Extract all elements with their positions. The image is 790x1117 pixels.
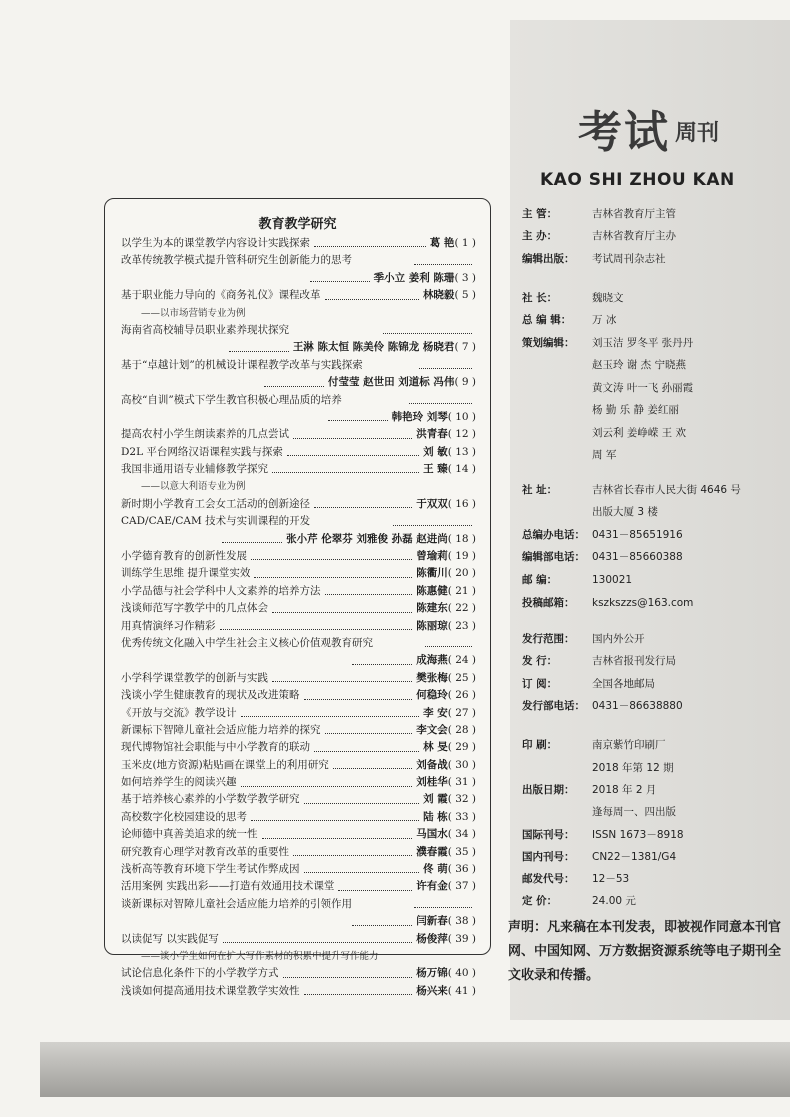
dot-leader	[325, 733, 413, 734]
toc-entry-author: 陈惠健	[416, 584, 448, 597]
toc-entry-page: ( 5 )	[454, 289, 476, 302]
dot-leader	[293, 855, 412, 856]
toc-entry-author: 成海燕	[416, 654, 448, 667]
toc-entry	[121, 583, 476, 600]
toc-entry-page: ( 22 )	[447, 602, 476, 615]
info-label: 主 管：	[522, 208, 558, 220]
dot-leader	[262, 838, 413, 839]
toc-entry-title: 高校“自训”模式下学生教官积极心理品质的培养	[121, 393, 342, 406]
info-row	[522, 482, 741, 497]
toc-entry-page: ( 28 )	[447, 723, 476, 736]
dot-leader	[310, 281, 370, 282]
toc-entry-page: ( 13 )	[447, 445, 476, 458]
toc-entry	[121, 548, 476, 565]
toc-entry-author: 李文会	[416, 723, 448, 736]
table-of-contents	[104, 198, 491, 997]
info-label: 邮 编：	[522, 574, 558, 586]
toc-entry-page: ( 31 )	[447, 776, 476, 789]
toc-entry-title: 用真情演绎习作精彩	[121, 619, 216, 632]
toc-entry	[121, 478, 476, 495]
toc-entry	[121, 339, 476, 356]
toc-entry	[121, 774, 476, 791]
toc-entry-title: 玉米皮(地方资源)粘贴画在课堂上的利用研究	[121, 758, 329, 771]
toc-entry-page: ( 1 )	[454, 236, 476, 249]
dot-leader	[352, 664, 412, 665]
toc-entry	[121, 444, 476, 461]
info-label: 发行范围：	[522, 633, 575, 645]
dot-leader	[328, 420, 388, 421]
toc-entry	[121, 652, 476, 669]
info-label: 发行部电话：	[522, 700, 585, 712]
dot-leader	[220, 629, 413, 630]
toc-entry	[121, 374, 476, 391]
info-row	[522, 631, 645, 646]
toc-entry-title: 论师德中真善美追求的统一性	[121, 828, 258, 841]
toc-entry	[121, 983, 476, 1000]
info-row	[522, 595, 693, 610]
toc-entry	[121, 739, 476, 756]
info-row	[522, 676, 655, 691]
info-value: 12－53	[592, 873, 630, 885]
info-value: 魏晓文	[592, 292, 624, 304]
toc-entry-page: ( 36 )	[447, 863, 476, 876]
dot-leader	[409, 403, 472, 404]
toc-entry-author: 樊张梅	[416, 671, 448, 684]
dot-leader	[414, 907, 472, 908]
toc-entry-title: D2L 平台网络汉语课程实践与探索	[121, 445, 283, 458]
dot-leader	[304, 699, 413, 700]
toc-entry	[121, 461, 476, 478]
info-value: 全国各地邮局	[592, 678, 655, 690]
info-value: 2018 年 2 月	[592, 784, 657, 796]
dot-leader	[272, 612, 412, 613]
toc-entry-title: 提高农村小学生朗读素养的几点尝试	[121, 428, 289, 441]
toc-entry-title: 浅谈如何提高通用技术课堂教学实效性	[121, 984, 300, 997]
toc-entry-title: 浅析高等教育环境下学生考试作弊成因	[121, 863, 300, 876]
toc-entry-author: 陈建东	[416, 602, 448, 615]
dot-leader	[325, 594, 413, 595]
toc-entry-author: 杨俊萍	[416, 932, 448, 945]
info-value: 0431－85651916	[592, 529, 683, 541]
dot-leader	[304, 994, 413, 995]
info-label: 订 阅：	[522, 678, 558, 690]
toc-entry-title: 谈新课标对智障儿童社会适应能力培养的引领作用	[121, 897, 352, 910]
info-row	[522, 425, 686, 440]
toc-entry-author: 刘桂华	[416, 776, 448, 789]
info-value: 考试周刊杂志社	[592, 253, 666, 265]
toc-entry-title: 基于“卓越计划”的机械设计课程教学改革与实践探索	[121, 358, 363, 371]
info-row	[522, 290, 624, 305]
toc-entry-author: 李 安	[423, 706, 448, 719]
toc-entry-author: 马国水	[416, 828, 448, 841]
toc-entry-title: 活用案例 实践出彩——打造有效通用技术课堂	[121, 880, 335, 893]
dot-leader	[241, 786, 413, 787]
toc-entry-page: ( 20 )	[447, 567, 476, 580]
dot-leader	[414, 264, 472, 265]
toc-entry-title: 以学生为本的课堂教学内容设计实践探索	[121, 236, 310, 249]
info-row	[522, 527, 683, 542]
info-row	[522, 760, 674, 775]
toc-entry-page: ( 18 )	[447, 532, 476, 545]
toc-entry	[121, 426, 476, 443]
info-value: 2018 年第 12 期	[592, 762, 674, 774]
toc-entry-author: 许有金	[416, 880, 448, 893]
info-label: 定 价：	[522, 895, 558, 907]
dot-leader	[419, 368, 472, 369]
toc-entry-page: ( 41 )	[447, 984, 476, 997]
toc-entry-page: ( 32 )	[447, 793, 476, 806]
info-value: 万 冰	[592, 314, 617, 326]
toc-entry-author: 闫新春	[416, 915, 448, 928]
toc-entry-author: 杨万锦	[416, 967, 448, 980]
info-value: 黄文涛 叶一飞 孙丽霞	[592, 382, 694, 394]
info-label: 编辑部电话：	[522, 551, 585, 563]
toc-entry-author: 付莹莹 赵世田 刘道标 冯伟	[327, 376, 455, 389]
info-value: 吉林省报刊发行局	[592, 655, 676, 667]
info-label: 国际刊号：	[522, 829, 575, 841]
toc-entry-title: 《开放与交流》教学设计	[121, 706, 237, 719]
dot-leader	[287, 455, 419, 456]
info-value: 周 军	[592, 449, 617, 461]
toc-entry-page: ( 14 )	[447, 463, 476, 476]
toc-entry	[121, 722, 476, 739]
info-row	[522, 572, 632, 587]
toc-entry-page: ( 38 )	[447, 915, 476, 928]
dot-leader	[251, 559, 412, 560]
info-value: CN22－1381/G4	[592, 851, 677, 863]
dot-leader	[272, 472, 419, 473]
dot-leader	[314, 507, 412, 508]
dot-leader	[223, 942, 412, 943]
info-row	[522, 380, 693, 395]
info-value: 赵玉玲 谢 杰 宁晓燕	[592, 359, 687, 371]
toc-entry-title: 小学科学课堂教学的创新与实践	[121, 671, 268, 684]
toc-entry	[121, 409, 476, 426]
toc-entry-page: ( 27 )	[447, 706, 476, 719]
info-row	[522, 312, 616, 327]
info-label: 总编办电话：	[522, 529, 585, 541]
toc-entry	[121, 235, 476, 252]
toc-entry	[121, 305, 476, 322]
toc-entry	[121, 792, 476, 809]
toc-entry-author: 刘备战	[416, 758, 448, 771]
info-value: 24.00 元	[592, 895, 636, 907]
toc-entry	[121, 809, 476, 826]
toc-entry-author: 于双双	[416, 497, 448, 510]
info-label: 主 办：	[522, 230, 558, 242]
toc-entry	[121, 844, 476, 861]
toc-entry-author: 曾瑜莉	[416, 550, 448, 563]
dot-leader	[352, 925, 412, 926]
toc-entry	[121, 287, 476, 304]
toc-entry	[121, 705, 476, 722]
toc-entry	[121, 896, 476, 913]
toc-entry-title: 训练学生思维 提升课堂实效	[121, 567, 251, 580]
copyright-statement: 声明：凡来稿在本刊发表，即被视作同意本刊官网、中国知网、万方数据资源系统等电子期刊全文收录和传播。	[508, 920, 782, 983]
info-row	[522, 549, 683, 564]
info-label: 编辑出版：	[522, 253, 575, 265]
info-row	[522, 228, 676, 243]
toc-entry	[121, 392, 476, 409]
info-value: kszkszzs@163.com	[592, 597, 694, 609]
info-row	[522, 827, 684, 842]
info-label: 发 行：	[522, 655, 558, 667]
dot-leader	[393, 525, 472, 526]
toc-entry-page: ( 23 )	[447, 619, 476, 632]
toc-entry-page: ( 29 )	[447, 741, 476, 754]
dot-leader	[283, 977, 413, 978]
toc-entry-page: ( 39 )	[447, 932, 476, 945]
page-bottom-shadow	[40, 1042, 790, 1097]
dot-leader	[325, 299, 419, 300]
toc-entry-title: 海南省高校辅导员职业素养现状探究	[121, 323, 289, 336]
toc-entry	[121, 565, 476, 582]
toc-entry	[121, 878, 476, 895]
toc-entry	[121, 965, 476, 982]
toc-entry-page: ( 12 )	[447, 428, 476, 441]
dot-leader	[293, 438, 412, 439]
info-row	[522, 504, 658, 519]
toc-entry	[121, 322, 476, 339]
info-row	[522, 804, 676, 819]
info-row	[522, 849, 676, 864]
toc-entry-page: ( 16 )	[447, 497, 476, 510]
toc-entry-title: 浅谈小学生健康教育的现状及改进策略	[121, 689, 300, 702]
toc-entry-author: 濮春霞	[416, 845, 448, 858]
toc-entry-page: ( 34 )	[447, 828, 476, 841]
toc-entry	[121, 670, 476, 687]
toc-entry-title: 如何培养学生的阅读兴趣	[121, 776, 237, 789]
info-row	[522, 357, 686, 372]
toc-entry-title: 新时期小学教育工会女工活动的创新途径	[121, 497, 310, 510]
toc-entry	[121, 687, 476, 704]
toc-entry-title: 基于培养核心素养的小学数学教学研究	[121, 793, 300, 806]
info-value: 国内外公开	[592, 633, 645, 645]
toc-entry	[121, 531, 476, 548]
dot-leader	[222, 542, 282, 543]
info-value: 刘云利 姜峥嵘 王 欢	[592, 427, 687, 439]
dot-leader	[251, 820, 419, 821]
toc-entry-author: 陆 栋	[423, 810, 448, 823]
dot-leader	[229, 351, 289, 352]
info-value: 0431－85660388	[592, 551, 683, 563]
toc-entry	[121, 496, 476, 513]
toc-entry-page: ( 37 )	[447, 880, 476, 893]
toc-entry-author: 佟 萌	[423, 863, 448, 876]
toc-entry-subtitle: ——谈小学生如何在扩大写作素材的积累中提升写作能力	[141, 951, 379, 962]
dot-leader	[272, 681, 412, 682]
toc-entry-title: 现代博物馆社会职能与中小学教育的联动	[121, 741, 310, 754]
info-value: 0431－86638880	[592, 700, 683, 712]
toc-entry	[121, 861, 476, 878]
toc-entry-title: 小学品德与社会学科中人文素养的培养方法	[121, 584, 321, 597]
journal-title: 考试	[578, 107, 670, 158]
dot-leader	[264, 386, 324, 387]
toc-list	[121, 235, 476, 1000]
toc-entry-title: 新课标下智障儿童社会适应能力培养的探究	[121, 723, 321, 736]
toc-entry-page: ( 24 )	[447, 654, 476, 667]
info-label: 邮发代号：	[522, 873, 575, 885]
info-value: 吉林省教育厅主管	[592, 208, 676, 220]
journal-title-suffix: 周刊	[675, 121, 720, 146]
toc-entry-page: ( 35 )	[447, 845, 476, 858]
info-value: 刘玉洁 罗冬平 张丹丹	[592, 337, 694, 349]
toc-entry-title: 以读促写 以实践促写	[121, 932, 219, 945]
toc-entry-author: 陈丽琼	[416, 619, 448, 632]
toc-entry-author: 王 臻	[423, 463, 448, 476]
toc-entry-author: 洪青春	[416, 428, 448, 441]
info-label: 社 长：	[522, 292, 558, 304]
toc-entry	[121, 600, 476, 617]
toc-entry	[121, 270, 476, 287]
info-row	[522, 251, 666, 266]
toc-entry	[121, 757, 476, 774]
info-value: 出版大厦 3 楼	[592, 506, 658, 518]
dot-leader	[314, 751, 419, 752]
toc-entry-title: 研究教育心理学对教育改革的重要性	[121, 845, 289, 858]
info-row	[522, 402, 679, 417]
toc-entry-author: 刘 敏	[423, 445, 448, 458]
toc-section-heading: 教育教学研究	[258, 217, 337, 232]
info-label: 投稿邮箱：	[522, 597, 575, 609]
dot-leader	[241, 716, 420, 717]
dot-leader	[383, 333, 473, 334]
info-value: 南京紫竹印刷厂	[592, 739, 666, 751]
info-row	[522, 335, 693, 350]
toc-entry-author: 刘 霞	[423, 793, 448, 806]
toc-entry-title: CAD/CAE/CAM 技术与实训课程的开发	[121, 515, 311, 528]
toc-entry-page: ( 33 )	[447, 810, 476, 823]
info-value: 130021	[592, 574, 633, 586]
toc-entry	[121, 826, 476, 843]
toc-entry	[121, 948, 476, 965]
info-value: 逢每周一、四出版	[592, 806, 676, 818]
info-row	[522, 206, 676, 221]
toc-entry-page: ( 30 )	[447, 758, 476, 771]
info-value: 吉林省长春市人民大街 4646 号	[592, 484, 741, 496]
dot-leader	[304, 803, 420, 804]
toc-entry	[121, 618, 476, 635]
toc-entry-title: 试论信息化条件下的小学教学方式	[121, 967, 279, 980]
toc-entry-title: 浅谈师范写字教学中的几点体会	[121, 602, 268, 615]
toc-entry-title: 改革传统教学模式提升管科研究生创新能力的思考	[121, 254, 352, 267]
info-label: 出版日期：	[522, 784, 575, 796]
toc-entry-page: ( 3 )	[454, 271, 476, 284]
toc-entry-page: ( 7 )	[454, 341, 476, 354]
info-label: 社 址：	[522, 484, 558, 496]
toc-entry-title: 高校数字化校园建设的思考	[121, 810, 247, 823]
dot-leader	[314, 246, 426, 247]
toc-entry-author: 林晓毅	[422, 289, 455, 302]
toc-entry-author: 韩艳玲 刘琴	[391, 410, 448, 423]
toc-entry	[121, 931, 476, 948]
toc-entry-subtitle: ——以市场营销专业为例	[141, 307, 246, 319]
toc-entry	[121, 357, 476, 374]
toc-entry-page: ( 26 )	[447, 689, 476, 702]
info-label: 印 刷：	[522, 739, 558, 751]
toc-entry	[121, 252, 476, 269]
info-row	[522, 737, 666, 752]
toc-entry-author: 王淋 陈太恒 陈美伶 陈锦龙 杨晓君	[292, 341, 455, 354]
toc-entry-author: 林 旻	[423, 741, 448, 754]
info-label: 策划编辑：	[522, 337, 575, 349]
info-row	[522, 893, 636, 908]
toc-entry-title: 优秀传统文化融入中学生社会主义核心价值观教育研究	[121, 636, 373, 649]
toc-entry-page: ( 10 )	[447, 410, 476, 423]
dot-leader	[425, 646, 473, 647]
toc-entry-page: ( 40 )	[447, 967, 476, 980]
dot-leader	[304, 872, 420, 873]
info-value: 杨 勤 乐 静 姜红丽	[592, 404, 679, 416]
info-value: 吉林省教育厅主办	[592, 230, 676, 242]
toc-entry-author: 杨兴来	[416, 984, 448, 997]
toc-entry-title: 我国非通用语专业辅修教学探究	[121, 463, 268, 476]
toc-entry	[121, 635, 476, 652]
info-value: ISSN 1673－8918	[592, 829, 684, 841]
toc-entry-author: 张小芹 伦翠芬 刘雅俊 孙磊 赵进尚	[286, 532, 448, 545]
toc-entry-subtitle: ——以意大利语专业为例	[141, 481, 246, 493]
toc-entry-page: ( 25 )	[447, 671, 476, 684]
info-row	[522, 447, 616, 462]
toc-entry-author: 陈衢川	[416, 567, 448, 580]
toc-entry-author: 葛 艳	[429, 236, 455, 249]
dot-leader	[254, 577, 412, 578]
toc-entry-page: ( 9 )	[454, 376, 476, 389]
dot-leader	[333, 768, 413, 769]
toc-entry-author: 何稳玲	[416, 689, 448, 702]
info-row	[522, 871, 629, 886]
info-row	[522, 698, 683, 713]
dot-leader	[338, 890, 412, 891]
info-row	[522, 782, 656, 797]
toc-entry	[121, 913, 476, 930]
info-row	[522, 653, 676, 668]
info-label: 总 编 辑：	[522, 314, 572, 326]
toc-entry-author: 季小立 姜利 陈珊	[373, 271, 455, 284]
toc-entry-page: ( 19 )	[447, 550, 476, 563]
info-label: 国内刊号：	[522, 851, 575, 863]
toc-entry-title: 小学德育教育的创新性发展	[121, 550, 247, 563]
toc-entry-title: 基于职业能力导向的《商务礼仪》课程改革	[121, 289, 321, 302]
toc-entry-page: ( 21 )	[447, 584, 476, 597]
toc-entry	[121, 513, 476, 530]
journal-title-pinyin: KAO SHI ZHOU KAN	[540, 170, 735, 190]
